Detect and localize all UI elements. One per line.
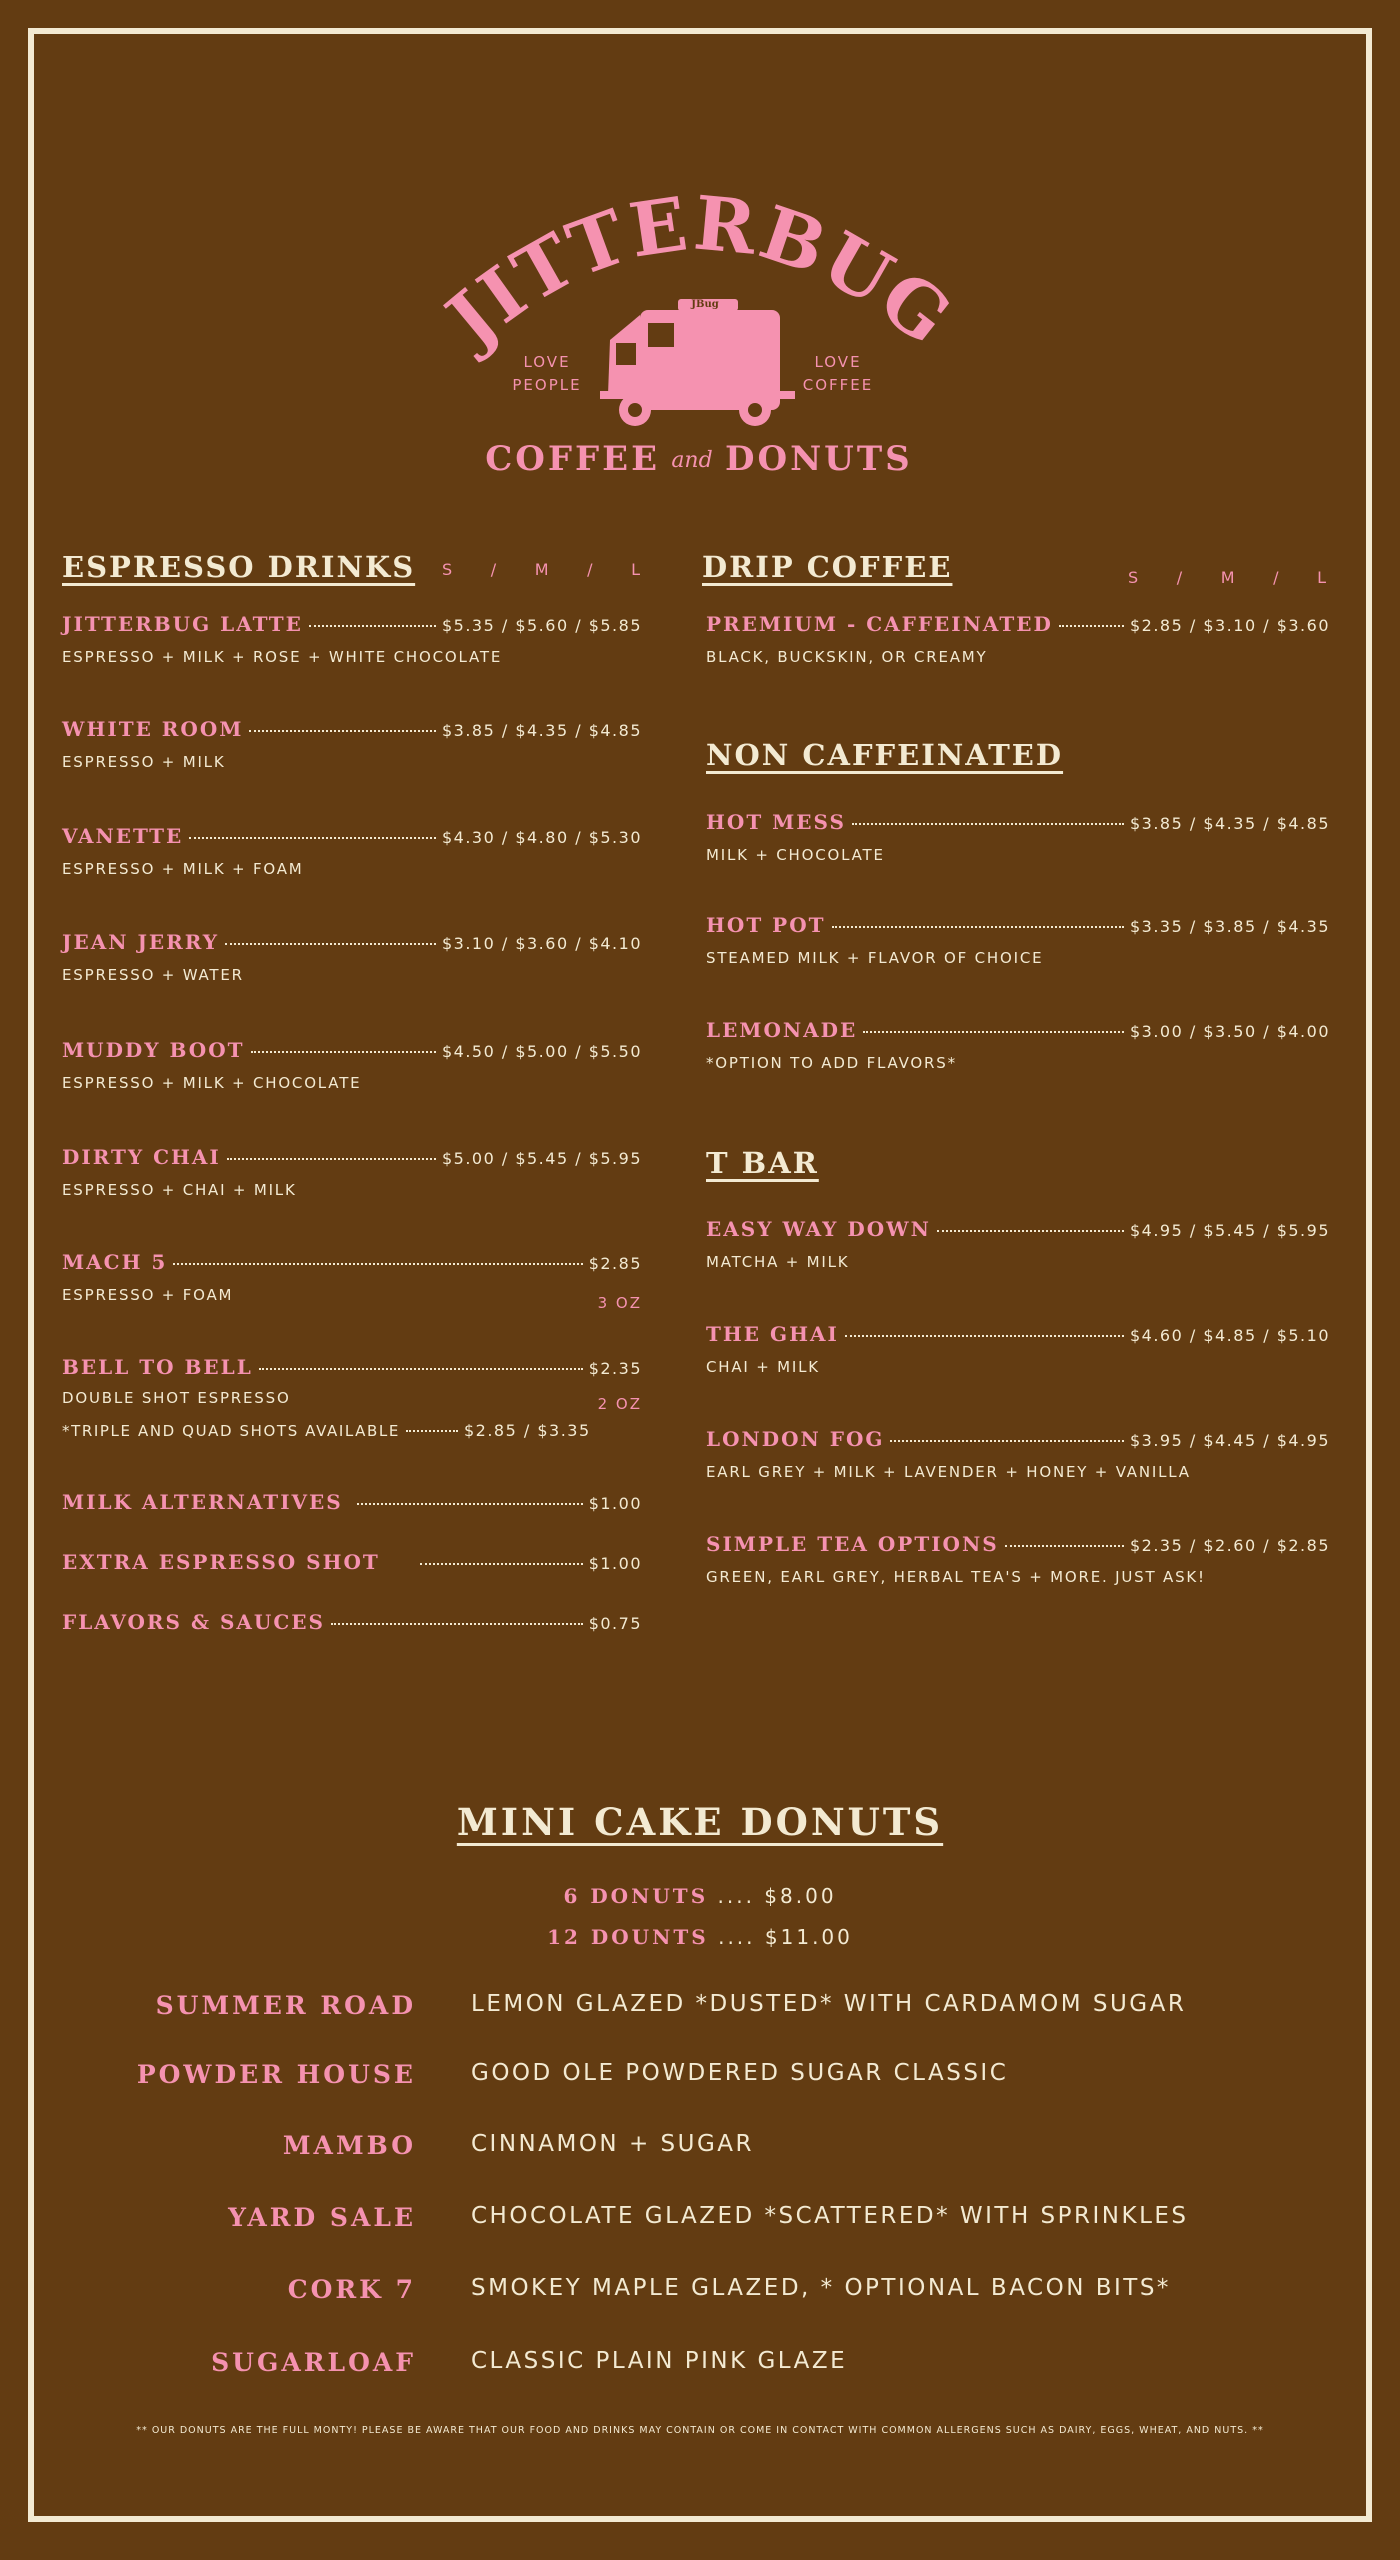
leader-dots xyxy=(251,1051,436,1053)
size-header xyxy=(1128,568,1328,587)
menu-item-muddy-boot xyxy=(62,1038,642,1092)
leader-dots xyxy=(173,1263,582,1265)
van-icon xyxy=(600,299,795,426)
item-description: MATCHA + MILK xyxy=(706,1253,850,1271)
flavor-name: SUMMER ROAD xyxy=(155,1991,416,2020)
donut-flavor-yard-sale xyxy=(0,2203,1400,2243)
item-description: *OPTION TO ADD FLAVORS* xyxy=(706,1054,957,1072)
logo-subtitle xyxy=(485,439,912,479)
item-name: LONDON FOG xyxy=(706,1427,885,1451)
menu-item-mach-5 xyxy=(62,1250,642,1312)
leader-dots xyxy=(852,823,1124,825)
item-name: LEMONADE xyxy=(706,1018,858,1042)
donuts-title-text: MINI CAKE DONUTS xyxy=(456,1800,944,1844)
item-description: DOUBLE SHOT ESPRESSO xyxy=(62,1389,291,1407)
size-sep: / xyxy=(587,560,595,579)
item-price: $3.10 / $3.60 / $4.10 xyxy=(441,934,642,953)
item-price: $5.00 / $5.45 / $5.95 xyxy=(441,1149,642,1168)
leader-dots xyxy=(189,837,436,839)
item-price: $3.95 / $4.45 / $4.95 xyxy=(1129,1431,1330,1450)
donut-count: 12 DOUNTS xyxy=(547,1925,709,1949)
menu-item-lemonade xyxy=(706,1018,1330,1072)
donut-price-12 xyxy=(0,1925,1400,1949)
item-price: $4.30 / $4.80 / $5.30 xyxy=(441,828,642,847)
flavor-name: SUGARLOAF xyxy=(211,2348,416,2377)
subtitle-and: and xyxy=(671,448,713,473)
tag-love-right: LOVE xyxy=(814,353,862,371)
donut-flavor-mambo xyxy=(0,2131,1400,2171)
flavor-description: LEMON GLAZED *DUSTED* WITH CARDAMOM SUGAR xyxy=(471,1991,1187,2017)
item-name: WHITE ROOM xyxy=(62,717,244,741)
item-description: CHAI + MILK xyxy=(706,1358,820,1376)
espresso-title: ESPRESSO DRINKS xyxy=(62,550,416,584)
item-price: $5.35 / $5.60 / $5.85 xyxy=(441,616,642,635)
item-description: ESPRESSO + MILK + FOAM xyxy=(62,860,304,878)
non-caffeinated-title: NON CAFFEINATED xyxy=(706,738,1064,772)
item-description: ESPRESSO + MILK + ROSE + WHITE CHOCOLATE xyxy=(62,648,503,666)
flavor-name: YARD SALE xyxy=(228,2203,416,2232)
size-l: L xyxy=(631,560,642,579)
item-name: EASY WAY DOWN xyxy=(706,1217,931,1241)
menu-item-hot-pot xyxy=(706,913,1330,967)
item-name: VANETTE xyxy=(62,824,184,848)
item-name: JITTERBUG LATTE xyxy=(62,612,303,636)
item-description: ESPRESSO + CHAI + MILK xyxy=(62,1181,297,1199)
tag-love-left: LOVE xyxy=(523,353,571,371)
item-description: ESPRESSO + MILK + CHOCOLATE xyxy=(62,1074,362,1092)
item-name: HOT MESS xyxy=(706,810,846,834)
menu-item-the-ghai xyxy=(706,1322,1330,1376)
extra-shots-note: *TRIPLE AND QUAD SHOTS AVAILABLE xyxy=(62,1422,400,1440)
leader-dots xyxy=(225,943,436,945)
extra-shots-price: $2.85 / $3.35 xyxy=(463,1421,591,1440)
menu-item-jean-jerry xyxy=(62,930,642,984)
item-description: BLACK, BUCKSKIN, OR CREAMY xyxy=(706,648,988,666)
menu-item-white-room xyxy=(62,717,642,771)
flavor-description: CLASSIC PLAIN PINK GLAZE xyxy=(471,2348,848,2374)
subtitle-coffee: COFFEE xyxy=(485,439,660,479)
item-name: EXTRA ESPRESSO SHOT xyxy=(62,1550,380,1574)
donut-count: 6 DONUTS xyxy=(563,1884,709,1908)
flavor-name: MAMBO xyxy=(282,2131,416,2160)
serving-size: 2 OZ xyxy=(597,1395,642,1413)
size-header xyxy=(442,560,642,579)
item-description: ESPRESSO + FOAM xyxy=(62,1286,234,1304)
item-price: $4.95 / $5.45 / $5.95 xyxy=(1129,1221,1330,1240)
size-m: M xyxy=(534,560,551,579)
leader-dots xyxy=(420,1563,583,1565)
item-price: $3.35 / $3.85 / $4.35 xyxy=(1129,917,1330,936)
item-name: FLAVORS & SAUCES xyxy=(62,1610,325,1634)
item-description: ESPRESSO + MILK xyxy=(62,753,226,771)
price-leader: .... xyxy=(708,1925,765,1949)
t-bar-title: T BAR xyxy=(706,1146,819,1180)
leader-dots xyxy=(227,1158,436,1160)
item-price: $3.85 / $4.35 / $4.85 xyxy=(441,721,642,740)
donut-flavor-sugarloaf xyxy=(0,2348,1400,2388)
size-m: M xyxy=(1220,568,1237,587)
donut-price-6 xyxy=(0,1884,1400,1908)
menu-item-simple-tea-options xyxy=(706,1532,1330,1586)
size-sep: / xyxy=(490,560,499,579)
item-name: MACH 5 xyxy=(62,1250,168,1274)
menu-item-hot-mess xyxy=(706,810,1330,864)
tag-coffee: COFFEE xyxy=(802,376,874,394)
item-name: HOT POT xyxy=(706,913,826,937)
leader-dots xyxy=(863,1031,1124,1033)
leader-dots xyxy=(259,1368,583,1370)
item-price: $1.00 xyxy=(588,1494,642,1513)
tag-people: PEOPLE xyxy=(512,376,582,394)
leader-dots xyxy=(890,1440,1123,1442)
item-price: $3.85 / $4.35 / $4.85 xyxy=(1129,814,1330,833)
leader-dots xyxy=(406,1430,458,1432)
leader-dots xyxy=(1005,1545,1124,1547)
donut-flavor-powder-house xyxy=(0,2060,1400,2100)
donut-price: $11.00 xyxy=(764,1925,853,1949)
item-description: STEAMED MILK + FLAVOR OF CHOICE xyxy=(706,949,1044,967)
item-name: MUDDY BOOT xyxy=(62,1038,245,1062)
drip-coffee-title: DRIP COFFEE xyxy=(702,550,953,584)
item-price: $4.50 / $5.00 / $5.50 xyxy=(441,1042,642,1061)
item-description: EARL GREY + MILK + LAVENDER + HONEY + VANILLA xyxy=(706,1463,1191,1481)
truck-label: JBug xyxy=(691,299,719,310)
flavor-description: GOOD OLE POWDERED SUGAR CLASSIC xyxy=(471,2060,1009,2086)
size-sep: / xyxy=(1176,568,1185,587)
leader-dots xyxy=(331,1623,583,1625)
item-description: GREEN, EARL GREY, HERBAL TEA'S + MORE. JUST ASK! xyxy=(706,1568,1206,1586)
donuts-section-title xyxy=(0,1800,1400,1844)
flavor-description: SMOKEY MAPLE GLAZED, * OPTIONAL BACON BITS* xyxy=(471,2275,1171,2301)
item-price: $2.85 / $3.10 / $3.60 xyxy=(1129,616,1330,635)
menu-item-premium-caffeinated xyxy=(706,612,1330,666)
flavor-description: CINNAMON + SUGAR xyxy=(471,2131,755,2157)
donut-price: $8.00 xyxy=(764,1884,837,1908)
logo-graphic xyxy=(431,180,968,485)
item-name: THE GHAI xyxy=(706,1322,839,1346)
item-description: MILK + CHOCOLATE xyxy=(706,846,885,864)
item-name: JEAN JERRY xyxy=(62,930,220,954)
size-s: S xyxy=(442,560,455,579)
menu-item-flavors-sauces xyxy=(62,1610,642,1634)
leader-dots xyxy=(249,730,436,732)
size-s: S xyxy=(1128,568,1141,587)
menu-item-easy-way-down xyxy=(706,1217,1330,1271)
menu-item-vanette xyxy=(62,824,642,878)
menu-item-dirty-chai xyxy=(62,1145,642,1199)
item-price: $2.35 / $2.60 / $2.85 xyxy=(1129,1536,1330,1555)
leader-dots xyxy=(832,926,1124,928)
leader-dots xyxy=(357,1503,583,1505)
size-sep: / xyxy=(1273,568,1281,587)
extra-shots-row xyxy=(62,1421,642,1440)
menu-item-london-fog xyxy=(706,1427,1330,1481)
item-description: ESPRESSO + WATER xyxy=(62,966,244,984)
subtitle-donuts: DONUTS xyxy=(725,439,913,479)
menu-item-bell-to-bell xyxy=(62,1355,642,1440)
item-name: PREMIUM - CAFFEINATED xyxy=(706,612,1053,636)
item-price: $2.85 xyxy=(588,1254,642,1273)
leader-dots xyxy=(1059,625,1124,627)
item-price: $2.35 xyxy=(588,1359,642,1378)
item-price: $1.00 xyxy=(588,1554,642,1573)
serving-size: 3 OZ xyxy=(597,1294,642,1312)
donut-flavor-cork-7 xyxy=(0,2275,1400,2315)
brand-name: JITTERBUG xyxy=(431,180,968,364)
price-leader: .... xyxy=(708,1884,765,1908)
allergen-footnote: ** OUR DONUTS ARE THE FULL MONTY! PLEASE BE AWARE THAT OUR FOOD AND DRINKS MAY CONTAIN OR COME IN CONTACT WITH COMMON ALLERGENS SUCH AS DAIRY, EGGS, WHEAT, AND NUTS. ** xyxy=(136,2425,1264,2436)
item-price: $4.60 / $4.85 / $5.10 xyxy=(1129,1326,1330,1345)
item-name: SIMPLE TEA OPTIONS xyxy=(706,1532,999,1556)
item-name: BELL TO BELL xyxy=(62,1355,253,1379)
menu-item-jitterbug-latte xyxy=(62,612,642,666)
flavor-description: CHOCOLATE GLAZED *SCATTERED* WITH SPRINKLES xyxy=(471,2203,1189,2229)
menu-item-milk-alternatives xyxy=(62,1490,642,1514)
leader-dots xyxy=(937,1230,1124,1232)
flavor-name: POWDER HOUSE xyxy=(136,2060,416,2089)
jitterbug-logo xyxy=(431,180,968,485)
leader-dots xyxy=(309,625,436,627)
leader-dots xyxy=(845,1335,1124,1337)
item-price: $0.75 xyxy=(588,1614,642,1633)
item-name: DIRTY CHAI xyxy=(62,1145,221,1169)
menu-item-extra-espresso-shot xyxy=(62,1550,642,1574)
size-l: L xyxy=(1317,568,1328,587)
donut-flavor-summer-road xyxy=(0,1991,1400,2031)
item-name: MILK ALTERNATIVES xyxy=(62,1490,343,1514)
item-price: $3.00 / $3.50 / $4.00 xyxy=(1129,1022,1330,1041)
flavor-name: CORK 7 xyxy=(287,2275,416,2304)
